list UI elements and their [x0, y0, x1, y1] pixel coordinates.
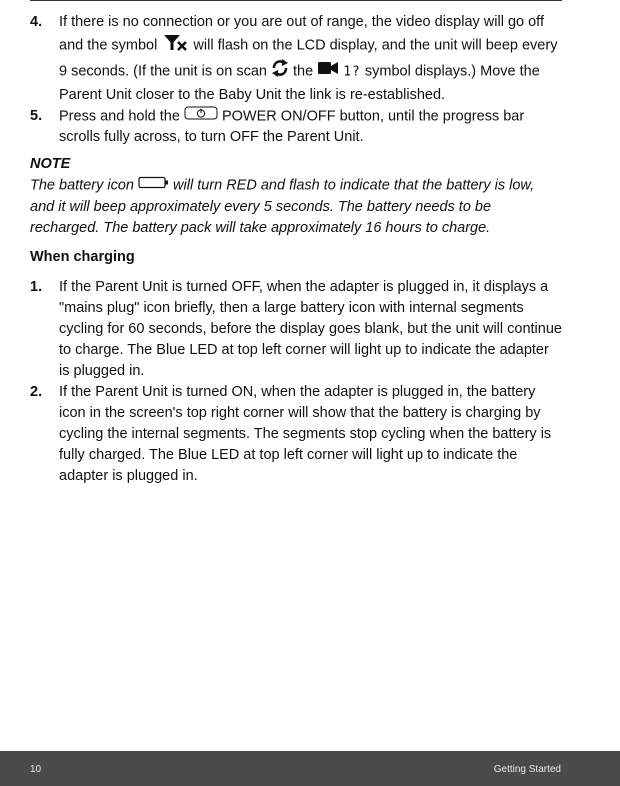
power-button-icon: [184, 106, 218, 127]
note-text: [30, 175, 562, 238]
step-4: [30, 12, 562, 106]
step-5: [30, 106, 562, 148]
item-number: 1.: [30, 278, 43, 295]
top-rule: [30, 0, 562, 1]
step-text: the: [288, 63, 318, 80]
page-footer: [0, 751, 620, 786]
charging-item-1: [30, 277, 562, 382]
item-text: If the Parent Unit is turned ON, when the adapter is plugged in, the battery icon in the screen's top right corner will show that the battery is charging by cycling the internal segments. The segments stop cycling when the battery is fully charged. The Blue LED at top left corner will light up to indicate the adapter is plugged in.: [59, 383, 552, 484]
note-heading: NOTE: [30, 156, 71, 173]
step-text: symbol displays.) Move the Parent Unit closer to the Baby Unit the link is re-established.: [59, 63, 540, 103]
page-number: 10: [30, 764, 42, 775]
page-content: [30, 12, 562, 487]
section-name: Getting Started: [493, 764, 561, 775]
step-text: If there is no connection or you are out of range, the video display will go off and the symbol: [59, 14, 544, 54]
section-heading: When charging: [30, 248, 135, 265]
note-text-part: The battery icon: [30, 177, 138, 194]
camera-icon: [317, 60, 339, 83]
battery-icon: [138, 175, 169, 196]
channel-indicator: 1?: [343, 64, 361, 80]
item-text: If the Parent Unit is turned OFF, when the adapter is plugged in, it displays a "mains plug" icon briefly, then a large battery icon with internal segments cycling for 60 seconds, before the display goes blank, but the unit will continue to charge. The Blue LED at top left corner will light up to indicate the adapter is plugged in.: [59, 278, 562, 379]
item-number: 2.: [30, 383, 43, 400]
step-text: Press and hold the: [59, 108, 184, 125]
scan-arrows-icon: [271, 58, 289, 85]
step-text: POWER ON/OFF button, until the progress bar scrolls fully across, to turn OFF the Parent Unit.: [59, 108, 525, 146]
step-number: 4.: [30, 14, 43, 30]
note-text-part: will turn RED and flash to indicate that the battery is low, and it will beep approximately every 5 seconds. The battery needs to be recharged. The battery pack will take approximately 16 hours to charge.: [30, 177, 535, 236]
charging-item-2: [30, 382, 562, 487]
step-number: 5.: [30, 108, 43, 124]
no-signal-icon: [161, 33, 189, 58]
step-text: will flash on the LCD display, and the unit will beep every 9 seconds. (If the unit is on scan: [59, 37, 558, 80]
